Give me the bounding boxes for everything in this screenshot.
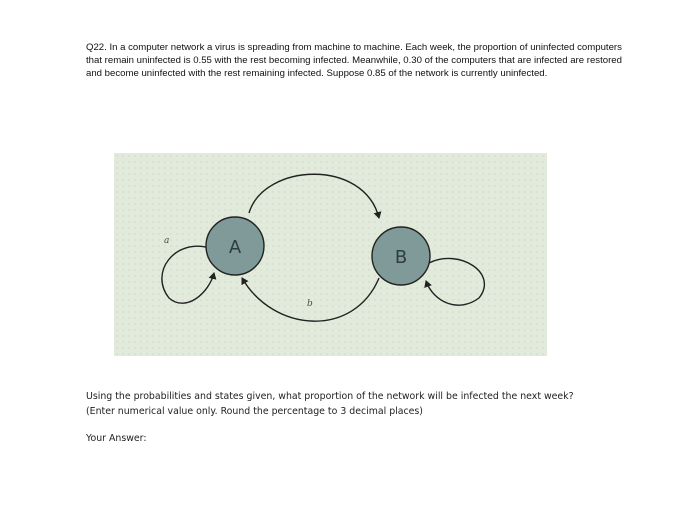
- instruction-line-1: Using the probabilities and states given, what proportion of the network will be infected the next week?: [86, 391, 574, 402]
- question-text: Q22. In a computer network a virus is spreading from machine to machine. Each week, the proportion of uninfected computers that remain uninfected is 0.55 with the rest becoming infected. Meanwhile, 0.30 of the computers that are infected are restored and become uninfected with the rest remaining infected. Suppose 0.85 of the network is currently uninfected.: [86, 42, 622, 79]
- diagram-background: [114, 153, 547, 356]
- your-answer-label: Your Answer:: [86, 433, 147, 444]
- instruction-line-2: (Enter numerical value only. Round the percentage to 3 decimal places): [86, 406, 423, 417]
- state-diagram: [114, 153, 547, 356]
- instruction-text: [86, 389, 646, 419]
- edge-label-b: b: [307, 299, 313, 309]
- node-b-label: B: [394, 247, 408, 268]
- state-diagram-svg: [114, 153, 547, 356]
- edge-label-a: a: [164, 236, 170, 246]
- node-a-label: A: [228, 237, 242, 258]
